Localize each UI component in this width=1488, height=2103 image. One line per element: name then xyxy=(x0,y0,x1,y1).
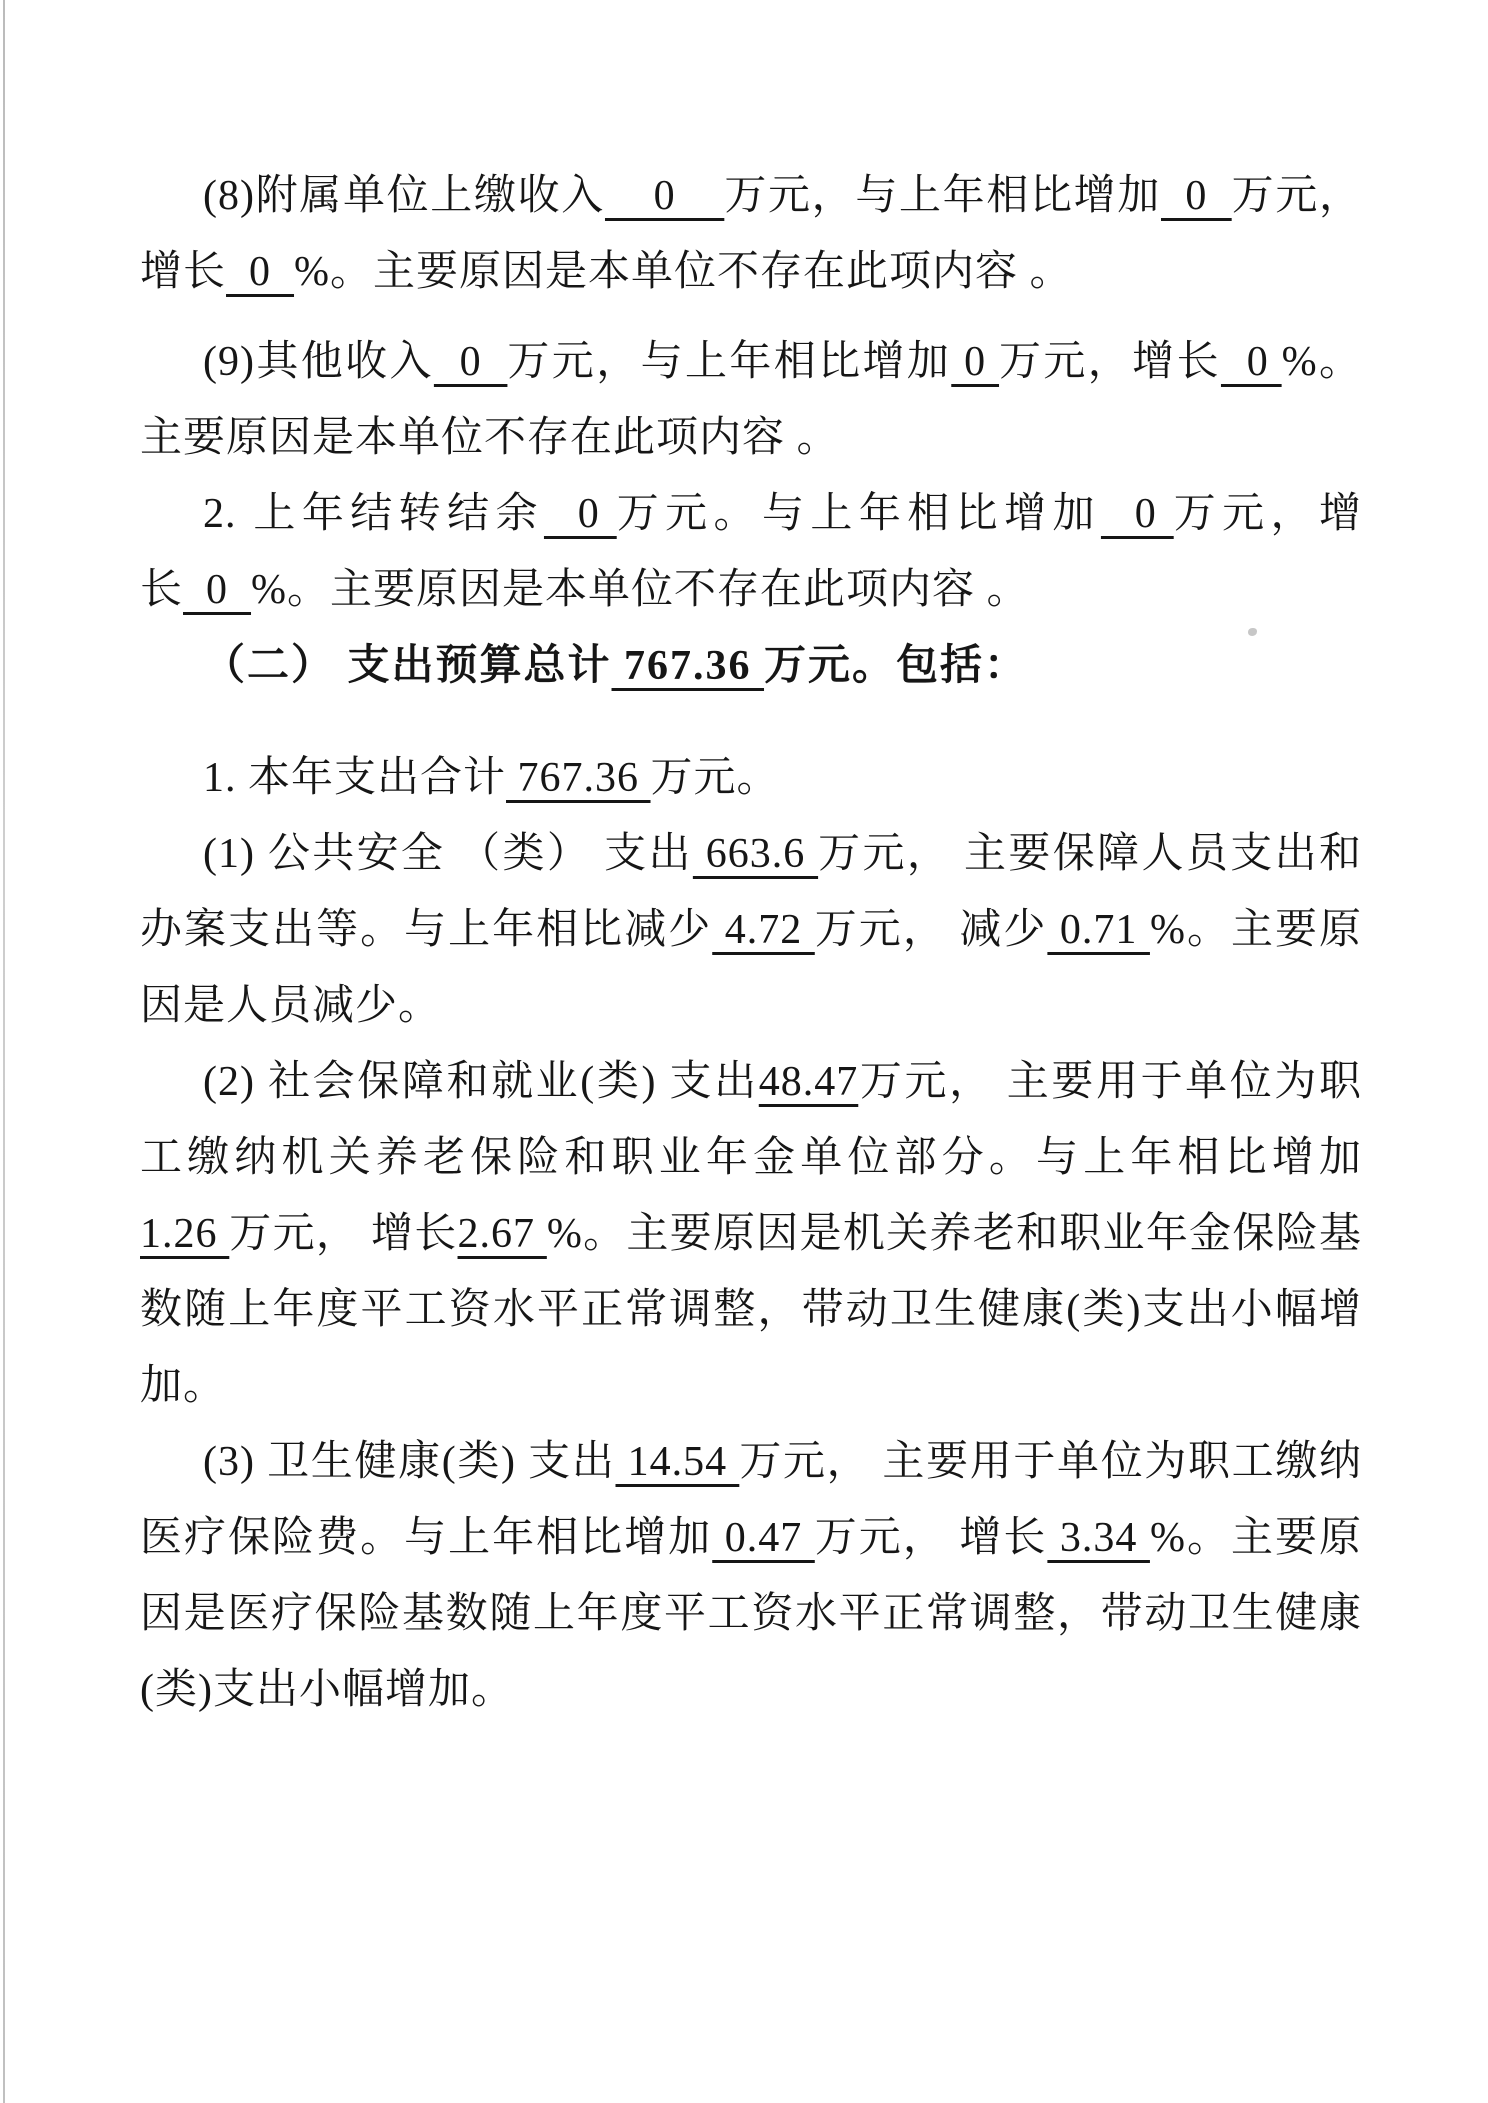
text-run: %。主要原因是人员减少。 xyxy=(140,907,1362,1029)
text-run: 万元，增长 xyxy=(140,173,1363,295)
text-run: （二） 支出预算总计 xyxy=(203,643,612,689)
text-run: 万元， 增长 xyxy=(814,1515,1048,1561)
underlined-value: 0 xyxy=(226,249,295,295)
text-run: %。主要原因是本单位不存在此项内容 。 xyxy=(294,249,1073,295)
underlined-value: 0.47 xyxy=(712,1515,815,1561)
underlined-value: 4.72 xyxy=(712,907,815,953)
underlined-value: 663.6 xyxy=(692,831,819,877)
document-body xyxy=(140,158,1362,1728)
text-run: 万元，与上年相比增加 xyxy=(507,339,952,385)
text-run: 万元， 减少 xyxy=(814,907,1048,953)
text-run: 万元，增长 xyxy=(999,339,1221,385)
underlined-value: 48.47 xyxy=(758,1059,859,1105)
text-run: 万元。包括： xyxy=(764,643,1029,689)
para-3-health-expenditure xyxy=(140,1424,1362,1728)
underlined-value: 767.36 xyxy=(506,755,651,801)
text-run: 万元， 主要保障人员支出和办案支出等。与上年相比减少 xyxy=(140,831,1362,953)
text-run: %。主要原因是医疗保险基数随上年度平工资水平正常调整，带动卫生健康(类)支出小幅增加。 xyxy=(140,1515,1362,1713)
text-run: (1) 公共安全 （类） 支出 xyxy=(203,831,693,877)
text-run: %。主要原因是本单位不存在此项内容 。 xyxy=(140,339,1362,461)
underlined-value: 0 xyxy=(604,173,725,219)
underlined-value: 0 xyxy=(1220,339,1282,385)
text-run: 万元。与上年相比增加 xyxy=(616,491,1101,537)
para-8-subsidiary-unit-income xyxy=(140,158,1362,310)
scan-edge-line-artifact xyxy=(3,0,5,2103)
para-2-prior-year-carryover xyxy=(140,476,1362,628)
text-run: 万元，增长 xyxy=(140,491,1362,613)
text-run: 万元。 xyxy=(650,755,780,801)
underlined-value: 0 xyxy=(543,491,617,537)
text-run: 万元，与上年相比增加 xyxy=(724,173,1161,219)
text-run: 万元， 主要用于单位为职工缴纳医疗保险费。与上年相比增加 xyxy=(140,1439,1362,1561)
heading-expenditure-budget-total xyxy=(140,628,1362,704)
underlined-value: 0 xyxy=(433,339,508,385)
underlined-value: 0 xyxy=(183,567,252,613)
underlined-value: 2.67 xyxy=(457,1211,547,1257)
text-run: %。主要原因是本单位不存在此项内容 。 xyxy=(251,567,1030,613)
underlined-value: 14.54 xyxy=(615,1439,740,1485)
text-run: (8)附属单位上缴收入 xyxy=(203,173,605,219)
underlined-value: 767.36 xyxy=(611,643,765,689)
text-run: (3) 卫生健康(类) 支出 xyxy=(203,1439,616,1485)
para-1-current-year-expenditure-total xyxy=(140,740,1362,816)
text-run: 万元， 主要用于单位为职工缴纳机关养老保险和职业年金单位部分。与上年相比增加 xyxy=(140,1059,1362,1181)
text-run: 万元， 增长 xyxy=(229,1211,458,1257)
underlined-value: 0 xyxy=(1100,491,1174,537)
underlined-value: 0.71 xyxy=(1047,907,1150,953)
text-run: (9)其他收入 xyxy=(203,339,434,385)
text-run: 2. 上年结转结余 xyxy=(203,491,544,537)
text-run: (2) 社会保障和就业(类) 支出 xyxy=(203,1059,759,1105)
text-run: %。主要原因是机关养老和职业年金保险基数随上年度平工资水平正常调整，带动卫生健康(类)支出小幅增加。 xyxy=(140,1211,1362,1409)
underlined-value: 0 xyxy=(951,339,1000,385)
underlined-value: 3.34 xyxy=(1047,1515,1150,1561)
para-1-public-security-expenditure xyxy=(140,816,1362,1044)
underlined-value: 0 xyxy=(1161,173,1232,219)
para-2-social-security-employment-expenditure xyxy=(140,1044,1362,1424)
underlined-value: 1.26 xyxy=(140,1211,230,1257)
para-9-other-income xyxy=(140,324,1362,476)
text-run: 1. 本年支出合计 xyxy=(203,755,507,801)
